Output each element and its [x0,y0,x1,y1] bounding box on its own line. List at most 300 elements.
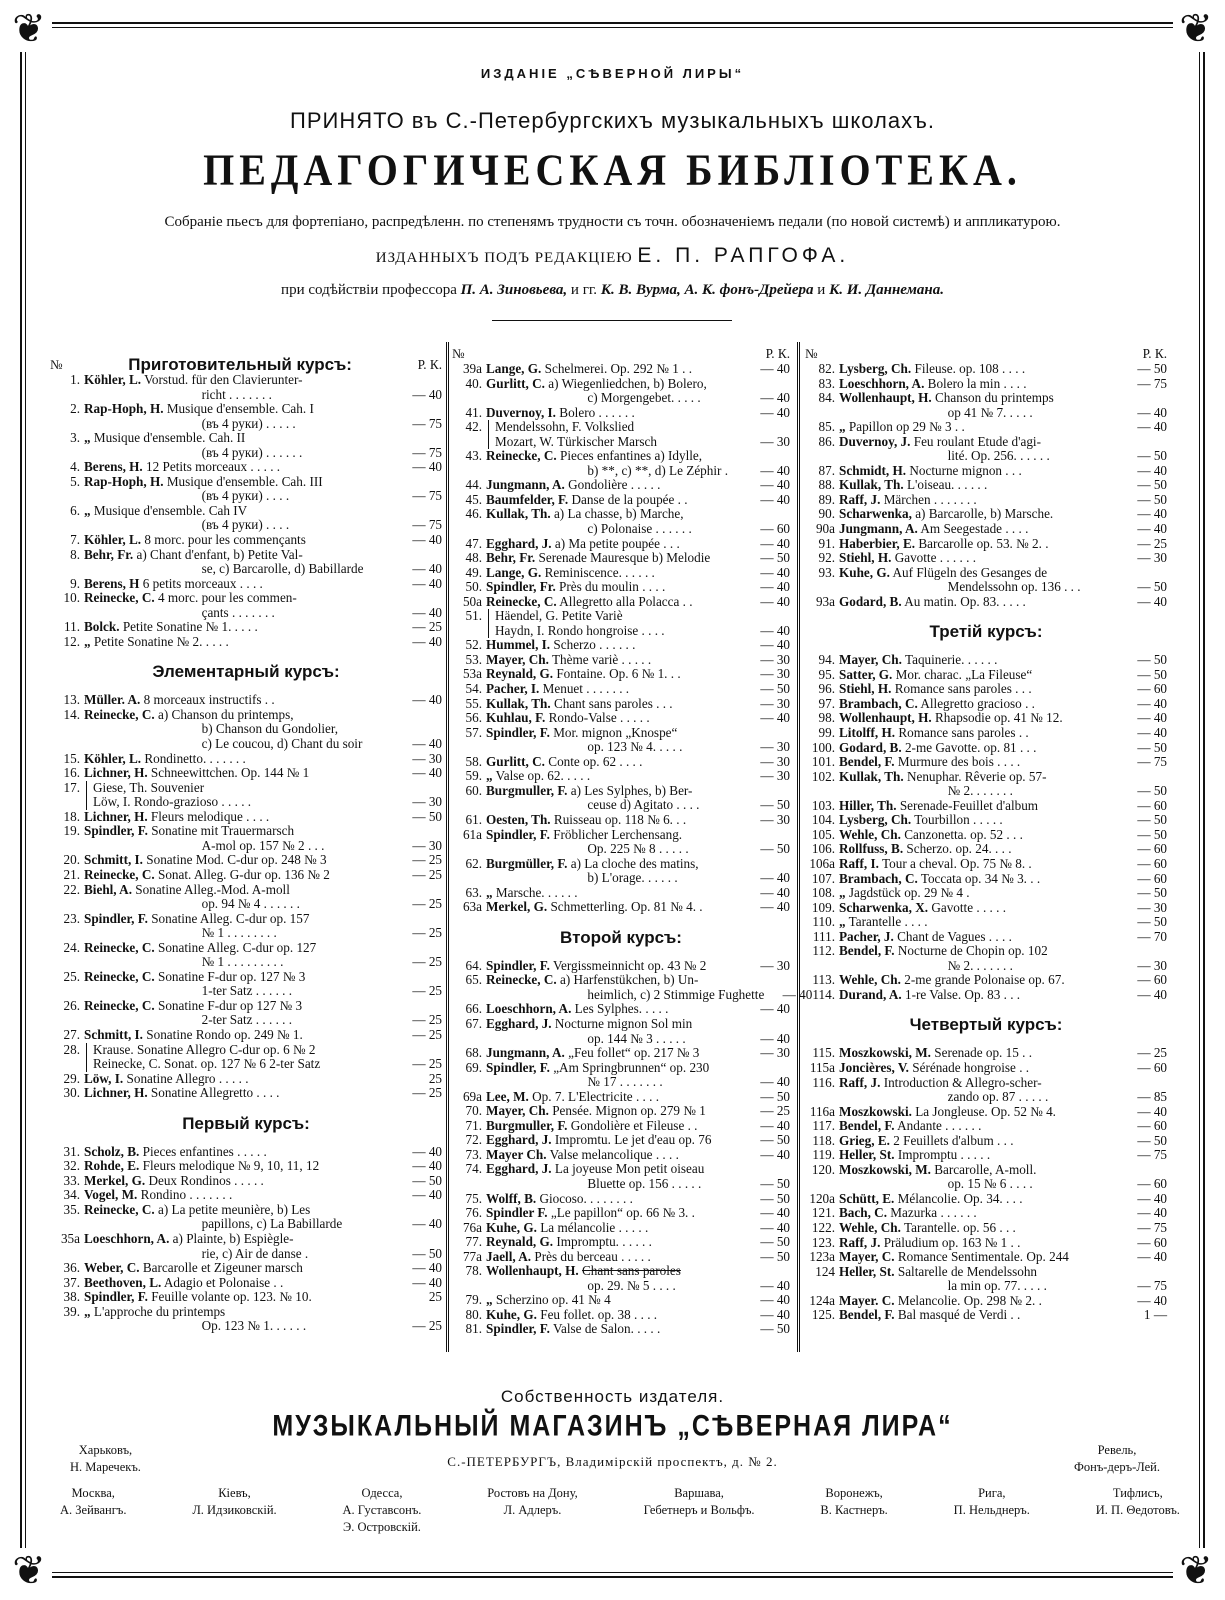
entry-price [1119,391,1167,406]
entry-number: 18. [63,808,80,824]
catalog-entry-line [805,478,1167,493]
entry-price: — 30 [760,957,790,973]
catalog-entry-line [452,580,790,595]
branch-city: Ростовъ на Дону, [487,1486,578,1500]
entry-number [805,406,839,421]
composer-name: Lange, G. [486,564,542,580]
piece-title: Chant sans paroles . . . [553,695,673,711]
entry-title [839,682,1119,697]
catalog-entry-line [452,1264,790,1279]
piece-title: Thème variè . . . . . [551,651,652,667]
entry-number: 120. [811,1161,835,1177]
entry-price [394,1203,442,1218]
entry-title [839,1046,1119,1061]
entry-title [839,580,1119,595]
composer-name: Lichner, H. [84,765,148,781]
entry-price: — 75 [1137,1219,1167,1235]
piece-title: Präludium op. 163 № 1 . . [883,1234,1021,1250]
entry-number: 31. [63,1143,80,1159]
entry-price: — 25 [412,925,442,941]
entry-price: — 40 [760,1030,790,1046]
piece-title: № 17 . . . . . . . [587,1074,663,1090]
entry-price: — 40 [412,604,442,620]
branch-name: Э. Островскій. [343,1520,421,1534]
entry-price: 25 [428,1289,442,1305]
entry-number: 35. [63,1201,80,1217]
composer-name: Mayer Ch. [486,1146,547,1162]
composer-name: Löw, I. [84,1070,124,1086]
entry-number: 33. [63,1172,80,1188]
catalog-entry-line [805,915,1167,930]
entry-title [839,1134,1119,1149]
piece-title: Am Seegestade . . . . [920,521,1029,537]
entry-title [84,868,394,883]
catalog-entry-line [50,373,442,388]
composer-name: Scharwenka, [839,506,912,522]
entry-title [486,1017,742,1032]
catalog-entry-line [452,1002,790,1017]
piece-title: Fleurs melodique № 9, 10, 11, 12 [142,1158,320,1174]
entry-price: — 75 [1137,754,1167,770]
piece-title: Op. 7. L'Electricite . . . . [532,1088,660,1104]
composer-name: Lange, G. [486,361,542,376]
catalog-entry-line [805,1250,1167,1265]
entry-number: 50a [462,593,482,609]
catalog-entry-line [452,537,790,552]
entry-number: 42. [465,419,482,435]
composer-name: Kuhe, G. [486,1219,537,1235]
entry-number: 40. [465,375,482,391]
piece-title: Murmure des bois . . . . [897,754,1021,770]
entry-number: 35a [60,1230,80,1246]
catalog-entry-line [805,901,1167,916]
entry-price: — 25 [760,1103,790,1119]
composer-name: Durand, A. [839,986,902,1002]
entry-number [452,1075,486,1090]
entry-number: 109. [811,899,835,915]
entry-title [839,566,1119,581]
catalog-entry-line [452,769,790,784]
catalog-entry-line [452,973,790,988]
entry-price: — 75 [412,488,442,504]
entry-number: 119. [812,1147,835,1163]
editor-line [0,244,1225,268]
composer-name: Reinecke, C. [84,866,155,882]
assist-name: А. К. фонъ-Дрейера [684,282,814,298]
piece-title: Schneewittchen. Op. 144 № 1 [150,765,310,781]
entry-price: — 40 [760,404,790,420]
piece-title: papillons, c) La Babillarde [201,1216,343,1232]
composer-name: Bendel, F. [839,1118,895,1134]
entry-number: 108. [811,885,835,901]
entry-title [84,548,394,563]
composer-name: Kullak, Th. [839,768,904,784]
composer-name: Schmitt, I. [84,852,143,868]
entry-title [486,697,742,712]
entry-title [84,722,394,737]
entry-number: 7. [70,532,80,548]
entry-number [50,897,84,912]
entry-title [84,752,394,767]
piece-title: Reminiscence. . . . . . [544,564,655,580]
entry-title [839,930,1119,945]
entry-price: — 40 [760,637,790,653]
piece-title: Saltarelle de Mendelssohn [897,1263,1038,1279]
catalog-entry-line [805,726,1167,741]
entry-number: 64. [465,957,482,973]
entry-number: 124a [809,1292,835,1308]
catalog-entry-line [452,551,790,566]
piece-title: a) Chant d'enfant, b) Petite Val- [136,546,303,562]
piece-title: Sonatine Alleg. C-dur op. 157 [151,910,310,926]
entry-price: — 50 [1137,361,1167,376]
entry-title [84,970,394,985]
entry-title [84,431,394,446]
entry-title [839,1148,1119,1163]
entry-title [839,435,1119,450]
entry-number: 26. [63,997,80,1013]
catalog-entry-line [50,868,442,883]
entry-title [86,795,394,810]
piece-title: № 2. . . . . . . [947,783,1013,799]
price-label: Р. К. [417,357,442,373]
catalog-entry-line [50,1319,442,1334]
entry-number: 20. [63,852,80,868]
entry-number: 9. [70,575,80,591]
entry-price: — 60 [1137,1118,1167,1134]
entry-title [84,1232,394,1247]
composer-name: Rap-Hoph, H. [84,473,164,489]
catalog-entry-line [452,624,790,639]
entry-price [742,1061,790,1076]
entry-price: — 60 [1137,855,1167,871]
composer-name: Reinecke, C. [84,706,155,722]
catalog-entry-line [452,1250,790,1265]
catalog-entry-line [805,1163,1167,1178]
entry-number: 59. [465,768,482,784]
entry-number: 101. [811,754,835,770]
composer-name: Behr, Fr. [84,546,134,562]
composer-name: „ [84,430,91,446]
entry-number: 50. [465,579,482,595]
catalog-entry-line [452,435,790,450]
piece-title: op. 123 № 4. . . . . [587,739,683,755]
catalog-entry-line [452,682,790,697]
entry-price [742,973,790,988]
composer-name: Raff, J. [839,1074,881,1090]
piece-title: Petite Sonatine № 1. . . . . [122,619,258,635]
catalog-entry-line [805,1105,1167,1120]
entry-number: 97. [818,695,835,711]
entry-title [84,591,394,606]
editor-name: Е. П. РАПГОФА. [637,244,850,267]
piece-title: c) Morgengebet. . . . . [587,390,701,406]
entry-price: — 30 [760,666,790,682]
entry-number [50,606,84,621]
entry-price [742,784,790,799]
catalog-entry-line [805,493,1167,508]
entry-price: — 40 [1137,1190,1167,1206]
entry-title [839,711,1119,726]
entry-title [84,620,394,635]
entry-price [1119,566,1167,581]
catalog-entry-line [805,1294,1167,1309]
entry-price: — 40 [1137,710,1167,726]
catalog-entry-line [452,1090,790,1105]
catalog-entry-line [452,784,790,799]
catalog-entry-line [805,377,1167,392]
entry-title [486,828,742,843]
composer-name: Spindler, F. [84,910,148,926]
composer-name: Reinecke, C. [84,997,155,1013]
ornament-corner-icon: ❦ [1173,6,1219,52]
entry-number: 95. [818,666,835,682]
number-label: № [805,346,818,362]
branch-name: П. Нельднеръ. [953,1503,1030,1517]
entry-title [486,595,742,610]
entry-title [486,1192,742,1207]
description: Собраніе пьесъ для фортепіано, распредѣленн. по степенямъ трудности съ точн. обозначеніемъ педали (по новой системѣ) и аппликатурою. [164,214,1061,230]
piece-title: La Jongleuse. Op. 52 № 4. [915,1103,1056,1119]
catalog-entry-line [50,955,442,970]
entry-number: 55. [465,695,482,711]
piece-title: Fileuse. op. 108 . . . . [914,361,1026,376]
catalog-entry-line [50,489,442,504]
entry-title [839,973,1119,988]
entry-title [84,518,394,533]
entry-title [839,507,1119,522]
entry-price [742,449,790,464]
entry-title [84,999,394,1014]
entry-title [486,1002,742,1017]
entry-price [394,722,442,737]
catalog-entry-line [805,770,1167,785]
entry-title [486,1148,742,1163]
entry-number [50,955,84,970]
entry-title [486,493,742,508]
entry-number: 65. [465,972,482,988]
entry-price: — 25 [412,896,442,912]
catalog-entry-line [805,682,1167,697]
catalog-entry-line [452,798,790,813]
composer-name: Rohde, E. [84,1158,140,1174]
column-divider [797,342,800,1352]
entry-price [742,857,790,872]
catalog-entry-line [50,1028,442,1043]
entry-price: — 50 [760,550,790,566]
piece-title: Barcarolle op. 53. № 2. . [918,535,1049,551]
entry-title [84,955,394,970]
entry-title [486,1075,742,1090]
catalog-entry-line [805,507,1167,522]
catalog-entry-line [805,1308,1167,1323]
piece-title: Adagio et Polonaise . . [163,1274,284,1290]
composer-name: Schmitt, I. [84,1026,143,1042]
entry-title [486,740,742,755]
piece-title: Introduction & Allegro-scher- [883,1074,1042,1090]
piece-title: Sonatine Allegro . . . . . [126,1070,249,1086]
entry-number: 8. [70,546,80,562]
shop-name: МУЗЫКАЛЬНЫЙ МАГАЗИНЪ „СѢВЕРНАЯ ЛИРА“ [272,1409,953,1443]
piece-title: Op. 225 № 8 . . . . . [587,841,689,857]
catalog-entry-line [50,591,442,606]
catalog-entry-line [805,697,1167,712]
entry-price [742,377,790,392]
composer-name: Egghard, J. [486,535,552,551]
piece-title: op. 144 № 3 . . . . . [587,1030,686,1046]
entry-number [805,1090,839,1105]
entry-title [839,1177,1119,1192]
entry-title [84,1276,394,1291]
catalog-entry-line [50,562,442,577]
catalog-entry-line [50,402,442,417]
entry-number: 46. [465,506,482,522]
entry-title [84,1174,394,1189]
catalog-entry-line [805,1236,1167,1251]
entry-number [805,1279,839,1294]
entry-title [84,460,394,475]
piece-title: Scherzo. op. 24. . . . [906,841,1012,857]
piece-title: Valse op. 62. . . . . [495,768,591,784]
entry-price: — 75 [412,444,442,460]
entry-title [486,449,742,464]
catalog-entry-line [452,1293,790,1308]
entry-title [486,391,742,406]
entry-number: 86. [818,433,835,449]
composer-name: Wehle, Ch. [839,972,901,988]
composer-name: Mayer, Ch. [839,652,902,668]
composer-name: Stiehl, H. [839,681,892,697]
composer-name: Wollenhaupt, H. [839,710,932,726]
entry-title [839,1192,1119,1207]
piece-title: 8 morc. pour les commençants [144,532,306,548]
assist-line [0,282,1225,299]
catalog-entry-line [452,1206,790,1221]
entry-title [486,507,742,522]
entry-price: — 40 [760,535,790,551]
branch-name: А. Зейвангъ. [60,1503,127,1517]
entry-price [1119,1076,1167,1091]
piece-title: Scherzo . . . . . . [553,637,636,653]
branch-city-block [820,1485,887,1536]
entry-number: 107. [811,870,835,886]
entry-price: — 30 [760,739,790,755]
composer-name: „ [486,884,493,900]
entry-price: 25 [428,1070,442,1086]
catalog-entry-line [805,566,1167,581]
entry-price [394,1043,442,1058]
piece-title: Barcarolle et Zigeuner marsch [142,1260,303,1276]
entry-price [1119,1163,1167,1178]
composer-name: Kuhe, G. [839,564,890,580]
entry-title [84,766,394,781]
entry-number: 51. [465,608,482,624]
entry-title [86,1043,394,1058]
entry-number: 123. [811,1234,835,1250]
entry-price: — 40 [760,884,790,900]
entry-price: — 40 [1137,462,1167,478]
entry-price: — 40 [760,593,790,609]
piece-title: Krause. Sonatine Allegro C-dur op. 6 № 2 [93,1041,316,1057]
entry-price: — 40 [1137,404,1167,420]
entry-title [839,1279,1119,1294]
piece-title: Impromptu . . . . . [897,1147,991,1163]
entry-title [486,522,742,537]
catalog-entry-line [805,1148,1167,1163]
assist-mid: и гг. [570,282,598,298]
assist-name: К. И. Даннемана. [829,282,944,298]
composer-name: Oesten, Th. [486,811,551,827]
piece-title: Jagdstück op. 29 № 4 . [848,885,970,901]
branch-name: Н. Маречекъ. [70,1460,141,1474]
composer-name: Bach, C. [839,1205,887,1221]
catalog-entry-line [452,522,790,537]
composer-name: Grieg, E. [839,1132,890,1148]
entry-title [839,755,1119,770]
entry-number: 90. [818,506,835,522]
entry-number: 62. [465,855,482,871]
entry-number [50,722,84,737]
entry-title [839,1294,1119,1309]
composer-name: Beethoven, L. [84,1274,162,1290]
entry-price: — 40 [1137,593,1167,609]
entry-price: — 40 [412,1143,442,1159]
piece-title: op. 29. № 5 . . . . [587,1277,676,1293]
entry-number [452,435,486,450]
entry-price [394,475,442,490]
entry-title [84,533,394,548]
entry-price: — 40 [760,1001,790,1017]
entry-title [839,1119,1119,1134]
piece-title: Gondolière . . . . . [568,477,661,493]
entry-price: — 40 [760,710,790,726]
entry-title [84,1159,394,1174]
entry-number: 24. [63,939,80,955]
catalog-entry-line [50,926,442,941]
entry-price: — 50 [760,1088,790,1104]
entry-number: 70. [465,1103,482,1119]
entry-price: — 25 [412,1318,442,1334]
piece-title: Serenade-Feuillet d'album [899,797,1039,813]
assist-prefix: при содѣйствіи профессора [281,282,457,298]
entry-price: — 40 [1137,1205,1167,1221]
entry-price [394,504,442,519]
entry-title [486,682,742,697]
entry-number: 115. [812,1045,835,1061]
piece-title: Sonatine Mod. C-dur op. 248 № 3 [146,852,327,868]
entry-title [486,1090,742,1105]
entry-number: 39a [462,361,482,376]
composer-name: Moszkowski, M. [839,1161,931,1177]
catalog-entry-line [50,1145,442,1160]
entry-number: 67. [465,1015,482,1031]
piece-title: La mélancolie . . . . . [540,1219,649,1235]
branch-name: Л. Адлеръ. [503,1503,562,1517]
section-heading: Элементарный курсъ: [152,662,340,682]
composer-name: Spindler, F. [84,1289,148,1305]
piece-title: Fröblicher Lerchensang. [553,826,683,842]
catalog-entry-line [50,737,442,752]
catalog-entry-line [452,464,790,479]
entry-price: — 40 [412,459,442,475]
entry-price [394,708,442,723]
entry-number: 77a [462,1248,482,1264]
piece-title: 1-re Valse. Op. 83 . . . [904,986,1021,1002]
entry-number: 113. [812,972,835,988]
entry-price: — 50 [1137,1132,1167,1148]
piece-title: Allegretto alla Polacca . . [559,593,693,609]
piece-title: Près du moulin . . . . [559,579,666,595]
